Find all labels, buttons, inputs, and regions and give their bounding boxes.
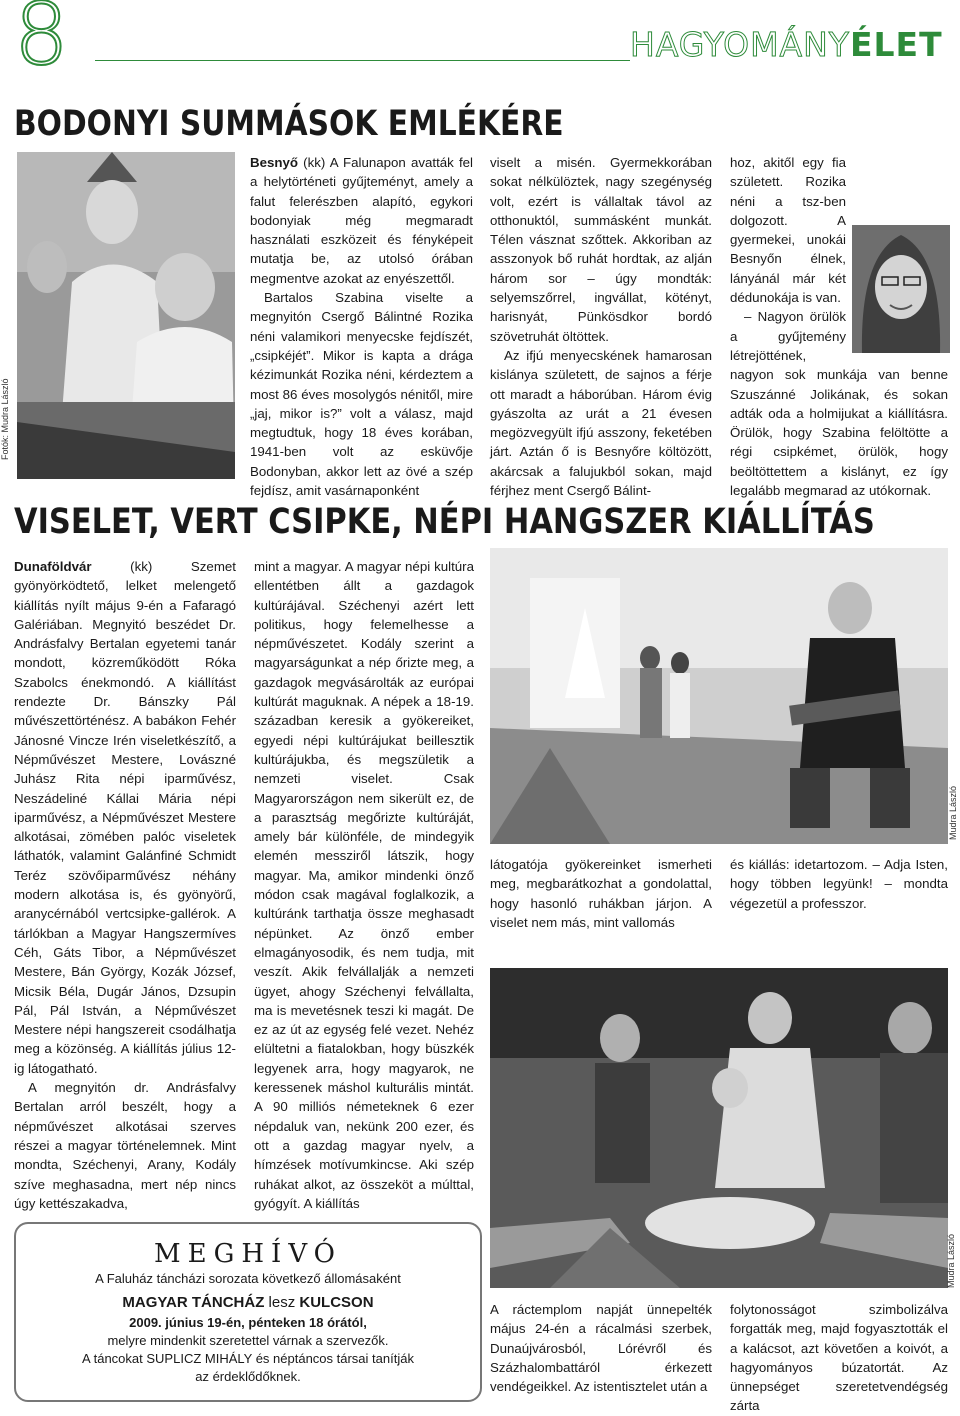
article1-photo-credit: Fotók: Mudra László bbox=[0, 378, 10, 460]
article2-col4-p1: és kiállás: idetartozom. – Adja Isten, hogy többen legyünk! – mondta végezetül a professzor. bbox=[730, 857, 948, 911]
photo-illustration bbox=[490, 968, 948, 1288]
invitation-date: 2009. június 19-én, pénteken 18 órától, bbox=[129, 1315, 367, 1330]
article2-column-4 bbox=[730, 855, 948, 913]
invitation-title: MEGHÍVÓ bbox=[154, 1239, 342, 1269]
header-rule bbox=[95, 60, 630, 61]
brand-logo bbox=[630, 25, 943, 64]
article1-column-3 bbox=[730, 153, 948, 500]
article1-column-1 bbox=[250, 153, 473, 500]
article3-col1-p1: A ráctemplom napját ünnepelték május 24-én a rácalmási szerbek, Dunaújvárosból, Lórévről és Százhalombattáról érkezett vendégeikkel. Az istentisztelet után a bbox=[490, 1302, 712, 1395]
article1-col3-p2: – Nagyon örülök a gyűjtemény létrejöttének, nagyon sok munkája van benne Szuszánné Jolikának, és sokan adták oda a holmijukat a kiállításra. Örülök, hogy Szabina felöltötte a régi csipkémet, örülök, hogy beöltöttettem a kislányt, ez így legalább megmarad az utókornak. bbox=[730, 309, 948, 499]
brand-part2: ÉLET bbox=[849, 25, 943, 64]
article3-photo-credit: Mudra László bbox=[946, 1233, 956, 1288]
photo-church-celebration bbox=[490, 968, 948, 1288]
article2-column-2 bbox=[254, 557, 474, 1213]
article3-column-2 bbox=[730, 1300, 948, 1416]
article2-col1-p2: A megnyitón dr. Andrásfalvy Bertalan arról beszélt, hogy a népművészet alkotásai szerves részei a magyar történelemnek. Mint mondta, Széchenyi, Arany, Kodály szíve meghasadna, mert nép nincs úgy kettészakadva, bbox=[14, 1080, 236, 1211]
photo-illustration bbox=[490, 548, 948, 844]
invitation-line4: A táncokat SUPLICZ MIHÁLY és néptáncos társai tanítják bbox=[82, 1351, 414, 1366]
article1-title: BODONYI SUMMÁSOK EMLÉKÉRE bbox=[14, 104, 564, 144]
article2-column-1 bbox=[14, 557, 236, 1213]
invitation-line3: melyre mindenkit szeretettel várnak a szervezők. bbox=[107, 1333, 389, 1348]
article2-col1-text: (kk) Szemet gyönyörködtető, lelket melengető kiállítás nyílt május 9-én a Fafaragó Galériában. Megnyitó beszédet Dr. Andrásfalvy Bertalan egyetemi tanár mondott, közreműködött Róka Szabolcs énekmondó. A kiállítást rendezte Dr. Bánszky Pál művészettörténész. A babákon Fehér Jánosné Vincze Irén viseletkészítő, a Népművészet Mestere, Lovászné Juhász Rita népi iparművész, Neszádeliné Kállai Mária népi iparművész, a Népművészet Mestere alkotásai, zömében palóc viseletek láthatók, valamint Galánfiné Schmidt Teréz szövőiparművész néhány modern alkotása is, és gyönyörű, aranycérnából vertcsipke-gallérok. A tárlókban a Magyar Hangszermíves Céh, Gáts Tibor, a Népművészet Mestere, Bán György, Kozák József, Micsik Béla, Dugár János, Dzsupin Pál, Pál István, a Népművészet Mestere népi hangszereit csodálhatja meg a közönség. A kiállítás július 12-ig látogatható. bbox=[14, 559, 236, 1076]
photo-elderly-woman bbox=[852, 225, 950, 353]
article2-column-3 bbox=[490, 855, 712, 932]
invitation-event-connector: lesz bbox=[264, 1294, 300, 1311]
article1-col2-p2: Az ifjú menyecskének hamarosan kislánya született, de sajnos a férje ott maradt a háborúban. Három évig gyászolta az urát a 21 évesen megözvegyült ifjú asszony, feketében járt. Aztán ő is Besnyőre költözött, akárcsak a falujukból sokan, majd férjhez ment Csergő Bálint- bbox=[490, 347, 712, 499]
article1-column-2 bbox=[490, 153, 712, 500]
invitation-line5: az érdeklődőknek. bbox=[195, 1369, 301, 1384]
invitation-box bbox=[14, 1222, 482, 1402]
page-number: 8 bbox=[14, 0, 69, 85]
invitation-event-name: MAGYAR TÁNCHÁZ bbox=[122, 1294, 265, 1311]
photo-women-in-folk-costume bbox=[17, 152, 235, 479]
article1-dateline: Besnyő bbox=[250, 155, 299, 170]
photo-exhibition-musician bbox=[490, 548, 948, 844]
article1-col3-p1: hoz, akitől egy fia született. Rozika néni a tsz-ben dolgozott. A gyermekei, unokái Besnyőn élnek, lányánál már két dédunokája is van. bbox=[730, 155, 846, 306]
article1-col1-text: (kk) A Falunapon avatták fel a helytörténeti gyűjteményt, amely a falut felerészben alapító, egykori bodonyiak még megmaradt használati eszközeit és fényképeit mutatja be, az utolsó órában megmentve azokat az enyészettől. bbox=[250, 155, 473, 286]
article2-title: VISELET, VERT CSIPKE, NÉPI HANGSZER KIÁLLÍTÁS bbox=[14, 502, 875, 542]
invitation-event-place: KULCSON bbox=[299, 1294, 374, 1311]
photo-illustration bbox=[852, 225, 950, 353]
article3-column-1 bbox=[490, 1300, 712, 1396]
invitation-event bbox=[16, 1292, 480, 1314]
brand-part1: HAGYOMÁNY bbox=[630, 25, 850, 64]
photo-illustration bbox=[17, 152, 235, 479]
article2-dateline: Dunaföldvár bbox=[14, 559, 92, 574]
article3-col2-p1: folytonosságot szimbolizálva forgatták meg, majd fogyasztották el a kalácsot, azt követően a koivót, a hagyományos búzatortát. Az ünnepséget szeretetvendégség zárta bbox=[730, 1302, 948, 1414]
article2-col2-p1: mint a magyar. A magyar népi kultúra ellentétben állt a gazdagok kultúrájával. Széchenyi azért lett politikus, hogy felemelhesse a népművészetet. Kodály szerint a magyarságunkat a nép őrizte meg, a gazdagok megvásárolták az európai kultúrát maguknak. A népek a 18-19. században keresik a gyökereiket, egyedi népi kultúrájukat beillesztik kultúrájukba, és megszületik a nemzeti viselet. Csak Magyarországon nem sikerült ez, de a parasztság megőrizte kultúráját, amely bár különféle, de mindegyik elemén messziről látszik, hogy magyar. Ma, amikor mindenki önző módon csak magával foglalkozik, a kultúránk tarthatja össze meghasadt népünket. Az önző ember elmagányosodik, és nem tudja, mit veszít. Akik felvállalják a nemzeti ügyet, ahogy Széchenyi felvállalta, ma is mevetésnek teszi ki magát. De ez az út az egység felé vezet. Nehéz elültetni a fiatalokban, hogy büszkék legyenek arra, hogy magyarok, ne keressenek máshol kulturális mintát. A 90 milliós németeknek 6 ezer népdaluk van, nekünk 200 ezer, és ott a gazdag magyar nyelv, a hímzések motívumkincse. Aki szép ruhákat alkot, az összeköt a múlttal, gyógyít. A kiállítás bbox=[254, 559, 474, 1211]
article1-col2-p1: viselt a misén. Gyermekkorában sokat nélkülöztek, nagy szegénység volt, ezért is vállaltak távol az otthonuktól, summásként munkát. Télen vásznat szőttek. Akkoriban az asszonyok bő ruhát hordtak, az alján három sor – úgy mondták: selyemszőrrel, ingvállat, kötényt, harisnyát, Pünkösdkor bordó szövetruhát öltöttek. bbox=[490, 155, 712, 344]
article2-photo-credit: Mudra László bbox=[948, 785, 958, 840]
article2-col3-p1: látogatója gyökereinket ismerheti meg, megbarátkozhat a gondolattal, hogy hasonló ruhákban járjon. A viselet nem más, mint vallomás bbox=[490, 857, 712, 930]
article1-col1-p2: Bartalos Szabina viselte a megnyitón Csergő Bálintné Rozika néni valamikori menyecske fejdíszét, „csipkéjét”. Mikor is kapta a drága kézimunkát Rozika néni, kérdeztem a most 86 éves mosolygós nénitől, mire „jaj, mikor is?” volt a válasz, majd megtudtuk, hogy 18 éves korában, 1941-ben volt az esküvője Bodonyban, akkor lett az övé a szép fejdísz, amit vasárnaponként bbox=[250, 290, 473, 499]
invitation-line1: A Faluház táncházi sorozata következő állomásaként bbox=[95, 1271, 401, 1286]
